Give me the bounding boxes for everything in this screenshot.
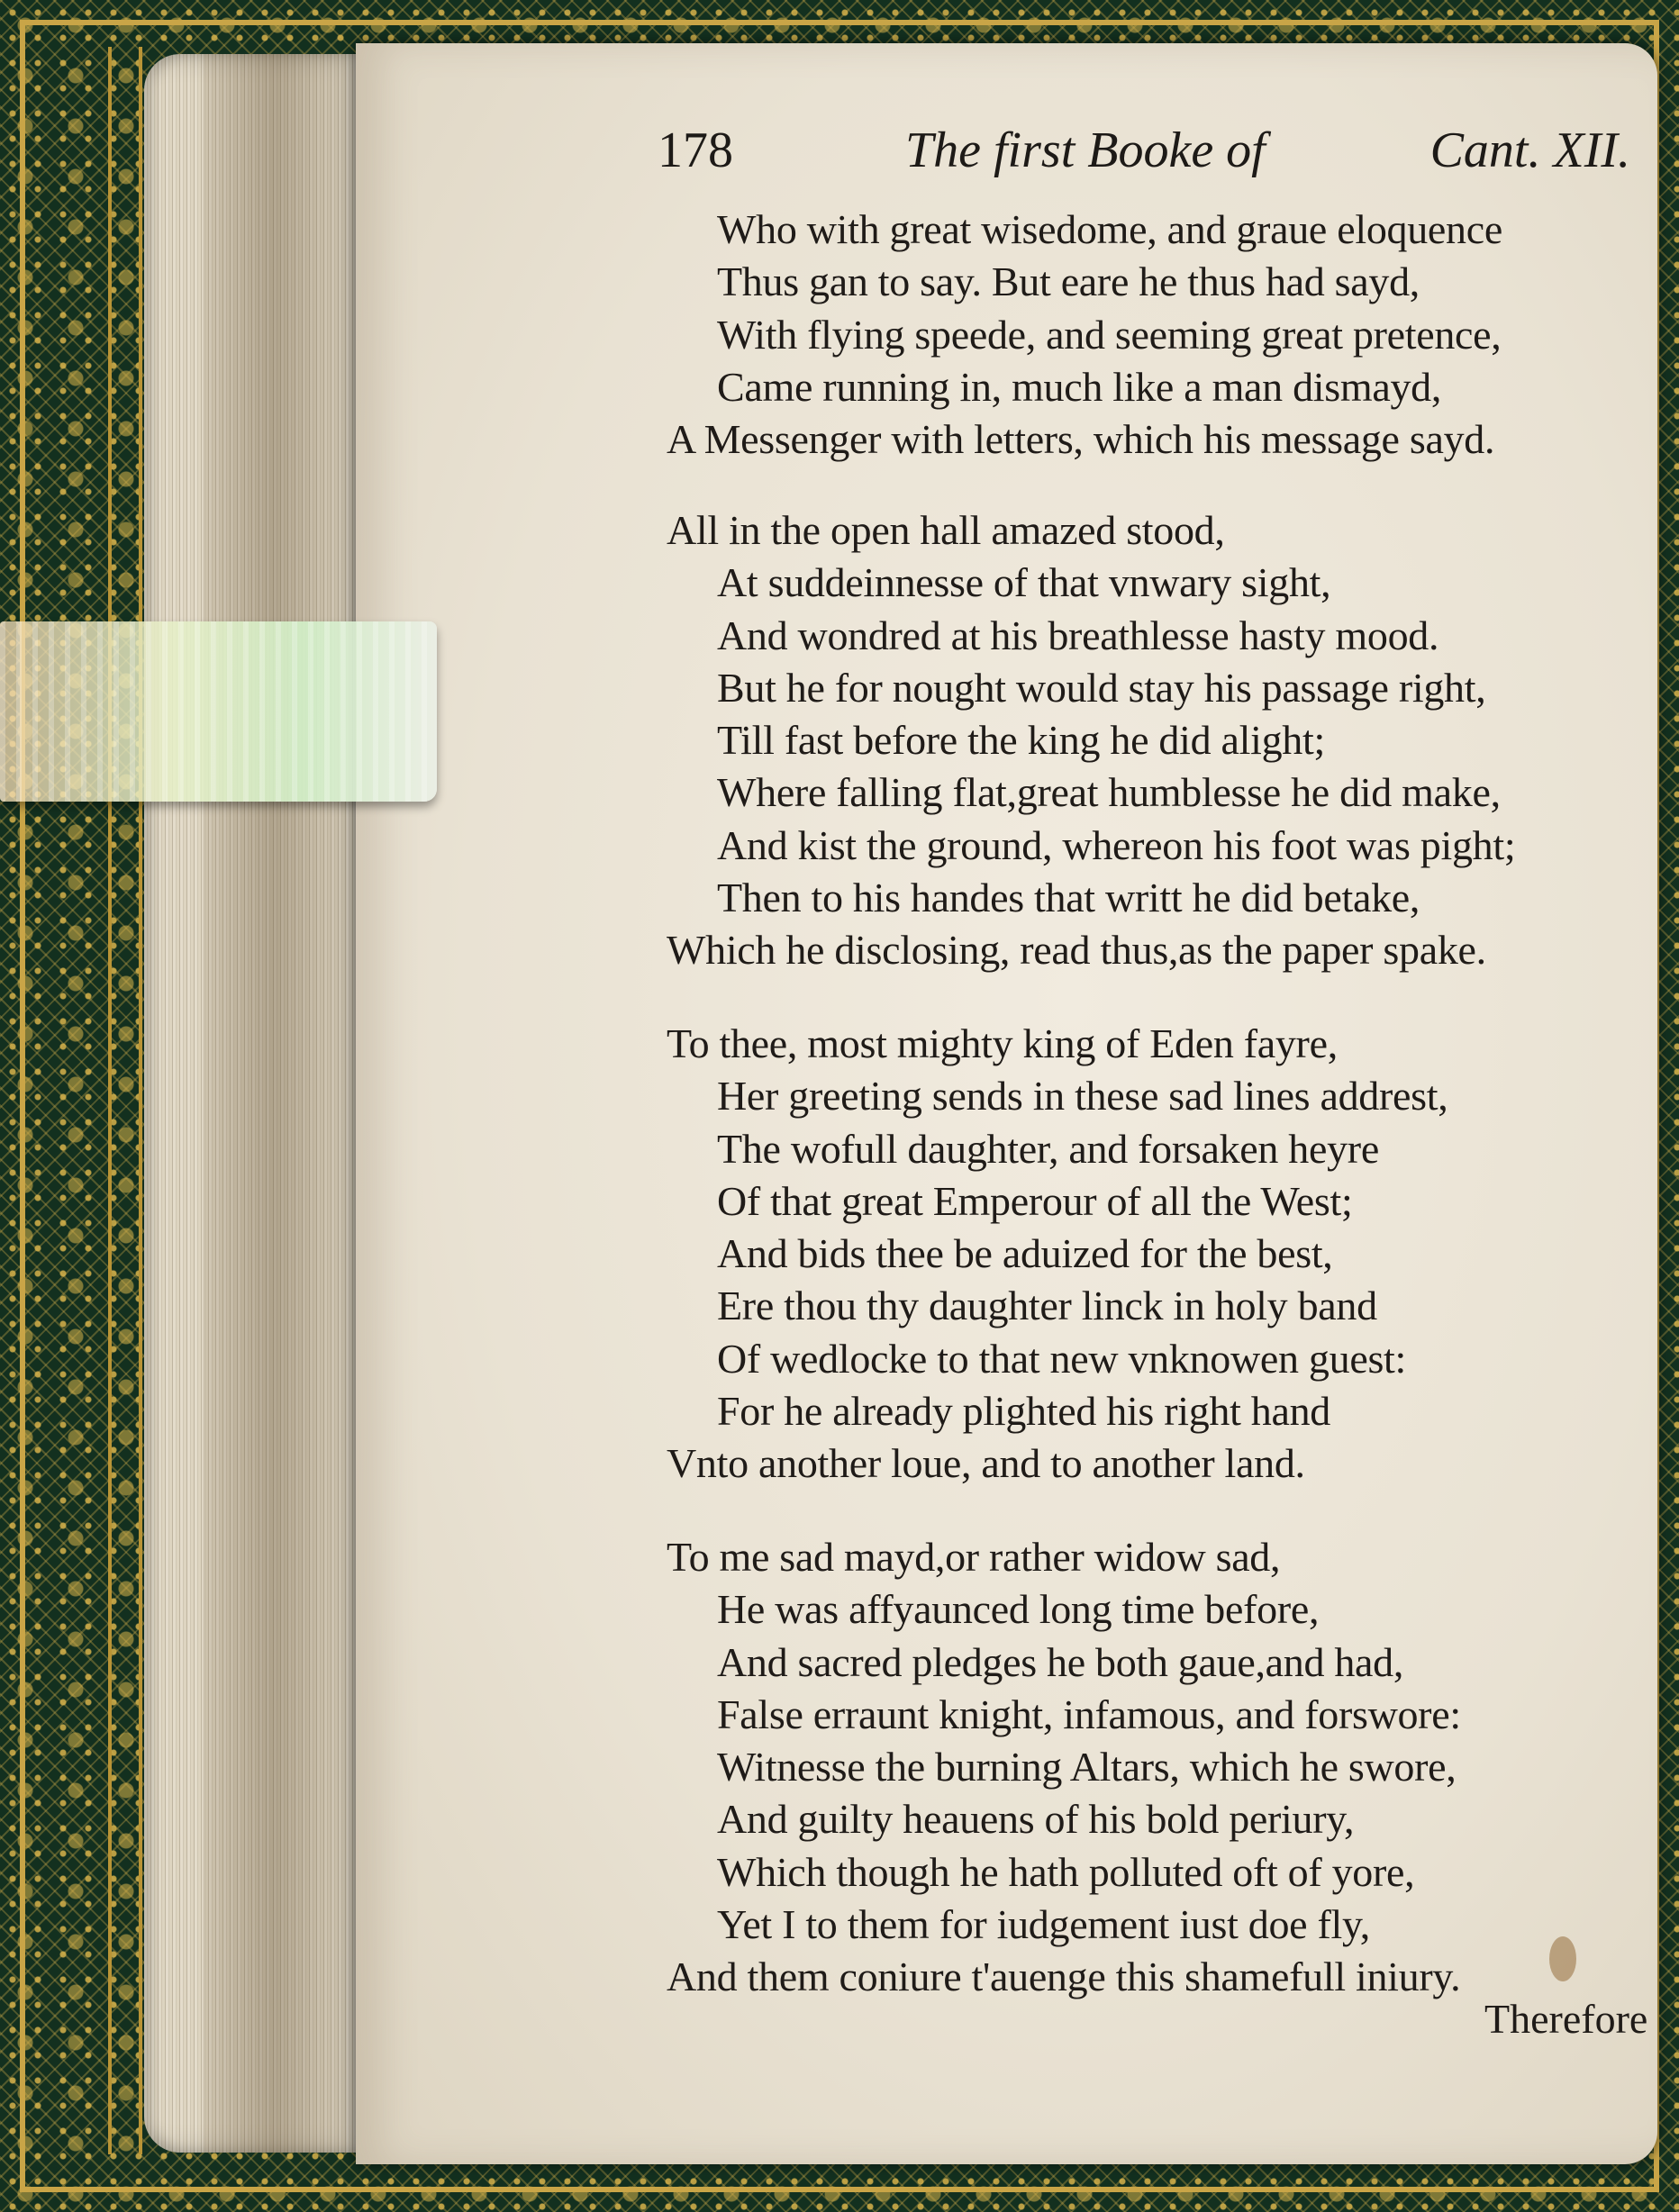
verse-line: The wofull daughter, and forsaken heyre [717,1125,1379,1172]
page-number: 178 [658,122,733,178]
verse-line: Of that great Emperour of all the West; [717,1177,1353,1224]
stanza [667,504,1515,977]
verse-line: Till fast before the king he did alight; [717,717,1325,764]
verse-line: Which he disclosing, read thus,as the paper spake. [667,927,1486,974]
verse-line: At suddeinnesse of that vnwary sight, [717,559,1331,606]
verse-line: He was affyaunced long time before, [717,1586,1320,1633]
verse-line: Who with great wisedome, and graue eloquence [717,206,1502,252]
verse-line: False erraunt knight, infamous, and forswore: [717,1691,1461,1737]
verse-line: Ere thou thy daughter linck in holy band [717,1283,1377,1329]
ink-stain [1549,1936,1576,1981]
verse-line: A Messenger with letters, which his message sayd. [667,416,1495,463]
stanza [667,204,1502,466]
catchword: Therefore [1484,1996,1648,2042]
verse-line: Which though he hath polluted oft of yore, [717,1848,1415,1895]
verse-line: Vnto another loue, and to another land. [667,1440,1305,1487]
verse-line: And sacred pledges he both gaue,and had, [717,1638,1404,1685]
verse-line: And kist the ground, whereon his foot was pight; [717,821,1516,868]
verse-line: And guilty heauens of his bold periury, [717,1796,1355,1843]
running-title: The first Booke of [905,122,1266,178]
verse-line: And wondred at his breathlesse hasty mood. [717,612,1439,658]
verse-line: And bids thee be aduized for the best, [717,1230,1333,1277]
bookmark-ribbon [0,621,437,802]
verse-line: All in the open hall amazed stood, [667,507,1225,553]
verse-line: And them coniure t'auenge this shamefull iniury. [667,1954,1461,2000]
verse-line: For he already plighted his right hand [717,1388,1331,1435]
verse-line: Yet I to them for iudgement iust doe fly, [717,1901,1370,1948]
verse-line: Came running in, much like a man dismayd, [717,363,1442,410]
stanza [667,1018,1448,1491]
verse-line: Of wedlocke to that new vnknowen guest: [717,1335,1406,1382]
verse-line: Then to his handes that writt he did betake, [717,875,1420,921]
verse-line: Thus gan to say. But eare he thus had sayd, [717,258,1420,305]
verse-line: To thee, most mighty king of Eden fayre, [667,1020,1338,1066]
cover-gilt-rule [108,47,142,2154]
verse-line: With flying speede, and seeming great pretence, [717,311,1502,358]
verse-line: Witnesse the burning Altars, which he swore, [717,1744,1457,1790]
running-head [658,122,1630,194]
canto-label: Cant. XII. [1429,122,1630,178]
page-fore-edge-shadow [203,54,347,2153]
verse-line: Where falling flat,great humblesse he did make, [717,769,1501,816]
verse-line: Her greeting sends in these sad lines addrest, [717,1073,1448,1120]
verse-line: To me sad mayd,or rather widow sad, [667,1534,1281,1580]
stanza [667,1531,1461,2004]
verse-line: But he for nought would stay his passage right, [717,664,1486,711]
